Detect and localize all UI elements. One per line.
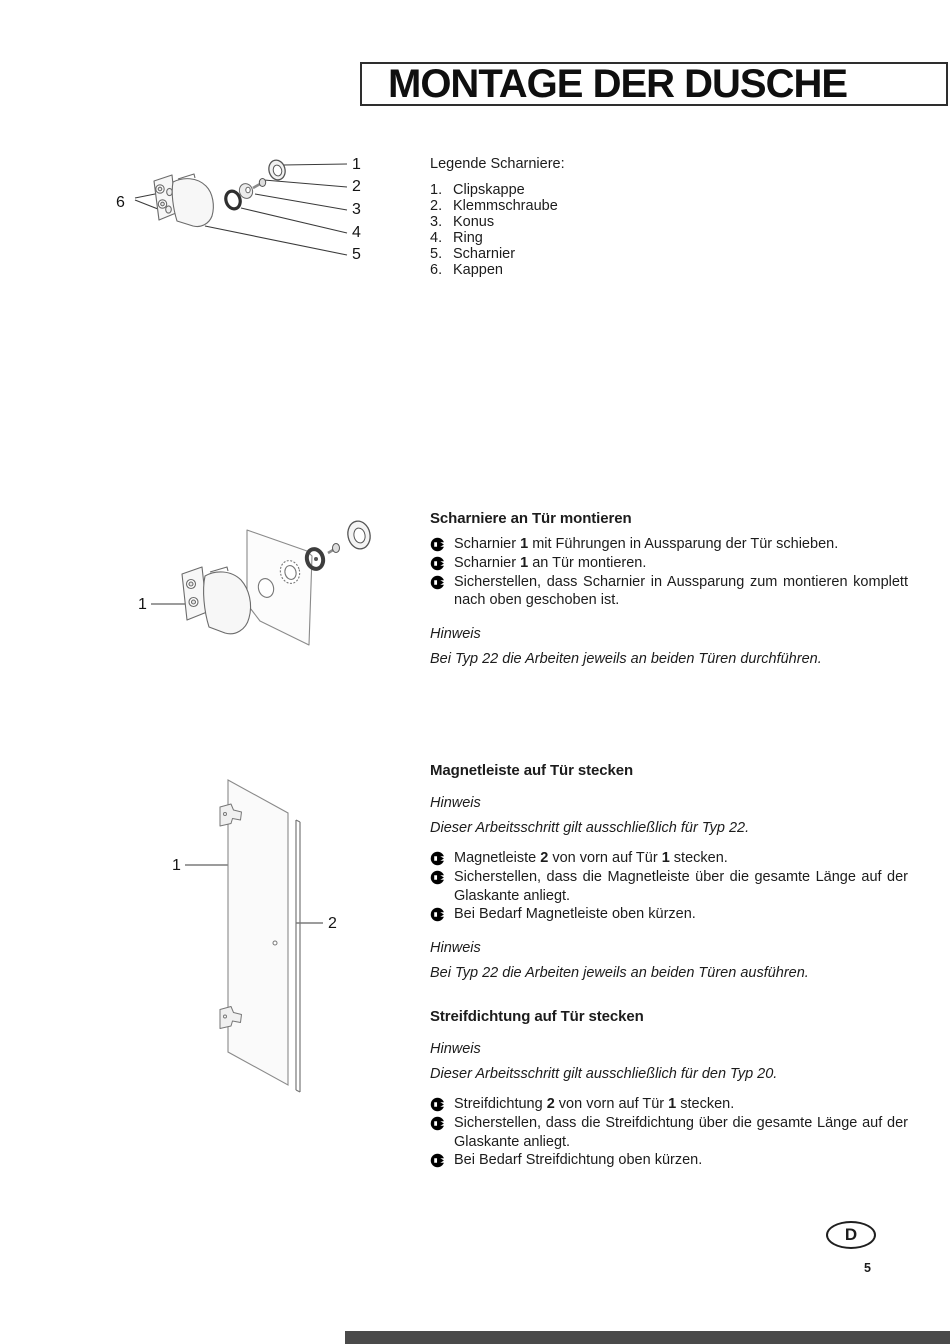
callout-1: 1 — [172, 857, 181, 874]
section-scharniere-an-tuer-montieren — [430, 510, 908, 667]
step-arrow-icon — [430, 1116, 446, 1152]
glass-door-drawing — [228, 780, 288, 1085]
step-item — [430, 1095, 908, 1114]
step-arrow-icon — [430, 556, 446, 573]
country-badge-letter: D — [844, 1225, 858, 1244]
legend-item — [430, 199, 730, 215]
callout-2: 2 — [352, 178, 361, 195]
step-item — [430, 573, 908, 611]
step-text: Sicherstellen, dass die Magnetleiste über die gesamte Länge auf der Glaskante anliegt. — [454, 868, 908, 904]
step-item — [430, 554, 908, 573]
callout-4: 4 — [352, 224, 361, 241]
step-list — [430, 849, 908, 924]
step-item — [430, 849, 908, 868]
callout-1: 1 — [352, 156, 361, 173]
step-arrow-icon — [430, 870, 446, 906]
legend-item-label: Kappen — [453, 261, 503, 278]
fastener-parts-drawing — [305, 519, 373, 571]
legend-item-number: 1. — [430, 182, 443, 198]
step-text: Magnetleiste 2 von vorn auf Tür 1 stecken. — [454, 850, 728, 866]
door-hole — [273, 941, 277, 945]
legend-scharniere — [430, 156, 730, 278]
legend-item-number: 2. — [430, 197, 443, 214]
legend-item — [430, 263, 730, 279]
section-streifdichtung-auf-tuer-stecken — [430, 1008, 908, 1170]
step-item — [430, 1114, 908, 1152]
note-label: Hinweis — [430, 1041, 481, 1057]
cap-top — [167, 188, 173, 195]
step-text: Scharnier 1 mit Führungen in Aussparung der Tür schieben. — [454, 536, 839, 552]
figure-door-with-seal — [165, 778, 365, 1108]
step-list — [430, 1095, 908, 1170]
step-arrow-icon — [430, 1153, 446, 1170]
hinge-parts-drawing — [224, 158, 288, 210]
hinge-body-drawing — [154, 174, 213, 227]
legend-item — [430, 247, 730, 263]
note-text: Dieser Arbeitsschritt gilt ausschließlich für den Typ 20. — [430, 1066, 778, 1082]
note-label: Hinweis — [430, 626, 481, 643]
hinge-body-drawing — [182, 567, 251, 634]
note-label: Hinweis — [430, 940, 481, 957]
section-heading: Streifdichtung auf Tür stecken — [430, 1008, 644, 1025]
step-arrow-icon — [430, 575, 446, 611]
page-number: 5 — [864, 1261, 871, 1275]
step-arrow-icon — [430, 851, 446, 868]
callout-3: 3 — [352, 201, 361, 218]
country-badge — [826, 1221, 876, 1249]
figure-hinge-on-door — [135, 508, 385, 678]
legend-item-number: 4. — [430, 229, 443, 246]
cap-bottom — [166, 206, 172, 213]
screw-shaft — [328, 550, 333, 553]
screw-head — [259, 179, 265, 187]
legend-item-label: Clipskappe — [453, 182, 525, 198]
step-text: Bei Bedarf Magnetleiste oben kürzen. — [454, 906, 696, 923]
screw-head — [333, 544, 340, 553]
section-heading: Magnetleiste auf Tür stecken — [430, 762, 634, 779]
screw-shaft — [253, 184, 260, 188]
legend-title: Legende Scharniere: — [430, 156, 565, 172]
callout-6: 6 — [116, 194, 125, 211]
door-with-seal-drawing — [165, 778, 365, 1108]
step-text: Sicherstellen, dass Scharnier in Aussparung zum montieren komplett nach oben geschoben ist. — [454, 573, 908, 609]
step-list — [430, 535, 908, 610]
title-box — [360, 62, 948, 106]
step-arrow-icon — [430, 907, 446, 924]
section-heading: Scharniere an Tür montieren — [430, 510, 632, 527]
step-item — [430, 1151, 908, 1170]
step-item — [430, 868, 908, 906]
callout-5: 5 — [352, 246, 361, 263]
legend-item-label: Ring — [453, 229, 483, 246]
note-text: Bei Typ 22 die Arbeiten jeweils an beiden Türen durchführen. — [430, 651, 822, 668]
step-text: Bei Bedarf Streifdichtung oben kürzen. — [454, 1152, 703, 1169]
legend-item-label: Konus — [453, 213, 495, 230]
callout-1: 1 — [138, 596, 147, 613]
callout-2: 2 — [328, 915, 337, 932]
note-text: Bei Typ 22 die Arbeiten jeweils an beiden Türen ausführen. — [430, 965, 809, 982]
legend-item-number: 6. — [430, 261, 443, 278]
legend-item-label: Scharnier — [453, 245, 516, 262]
legend-item — [430, 231, 730, 247]
step-text: Scharnier 1 an Tür montieren. — [454, 554, 647, 571]
legend-item-label: Klemmschraube — [453, 197, 558, 214]
step-text: Streifdichtung 2 von vorn auf Tür 1 stecken. — [454, 1096, 735, 1112]
hinge-on-door-drawing — [135, 508, 385, 678]
hinge-exploded-drawing — [105, 148, 370, 266]
section-magnetleiste-auf-tuer-stecken — [430, 762, 908, 981]
legend-item-number: 3. — [430, 213, 443, 230]
glass-corner-drawing — [247, 530, 312, 645]
step-text: Sicherstellen, dass die Streifdichtung über die gesamte Länge auf der Glaskante anliegt. — [454, 1114, 908, 1150]
figure-hinge-exploded — [105, 148, 370, 266]
note-label: Hinweis — [430, 795, 481, 811]
step-item — [430, 535, 908, 554]
note-text: Dieser Arbeitsschritt gilt ausschließlich für Typ 22. — [430, 820, 750, 836]
step-item — [430, 905, 908, 924]
page-bottom-bar — [345, 1331, 950, 1344]
magnet-strip-drawing — [296, 820, 300, 1092]
legend-item-number: 5. — [430, 245, 443, 262]
page-title: MONTAGE DER DUSCHE — [388, 61, 848, 106]
legend-item — [430, 183, 730, 199]
legend-item — [430, 215, 730, 231]
step-arrow-icon — [430, 537, 446, 554]
legend-list — [430, 183, 730, 278]
step-arrow-icon — [430, 1097, 446, 1114]
